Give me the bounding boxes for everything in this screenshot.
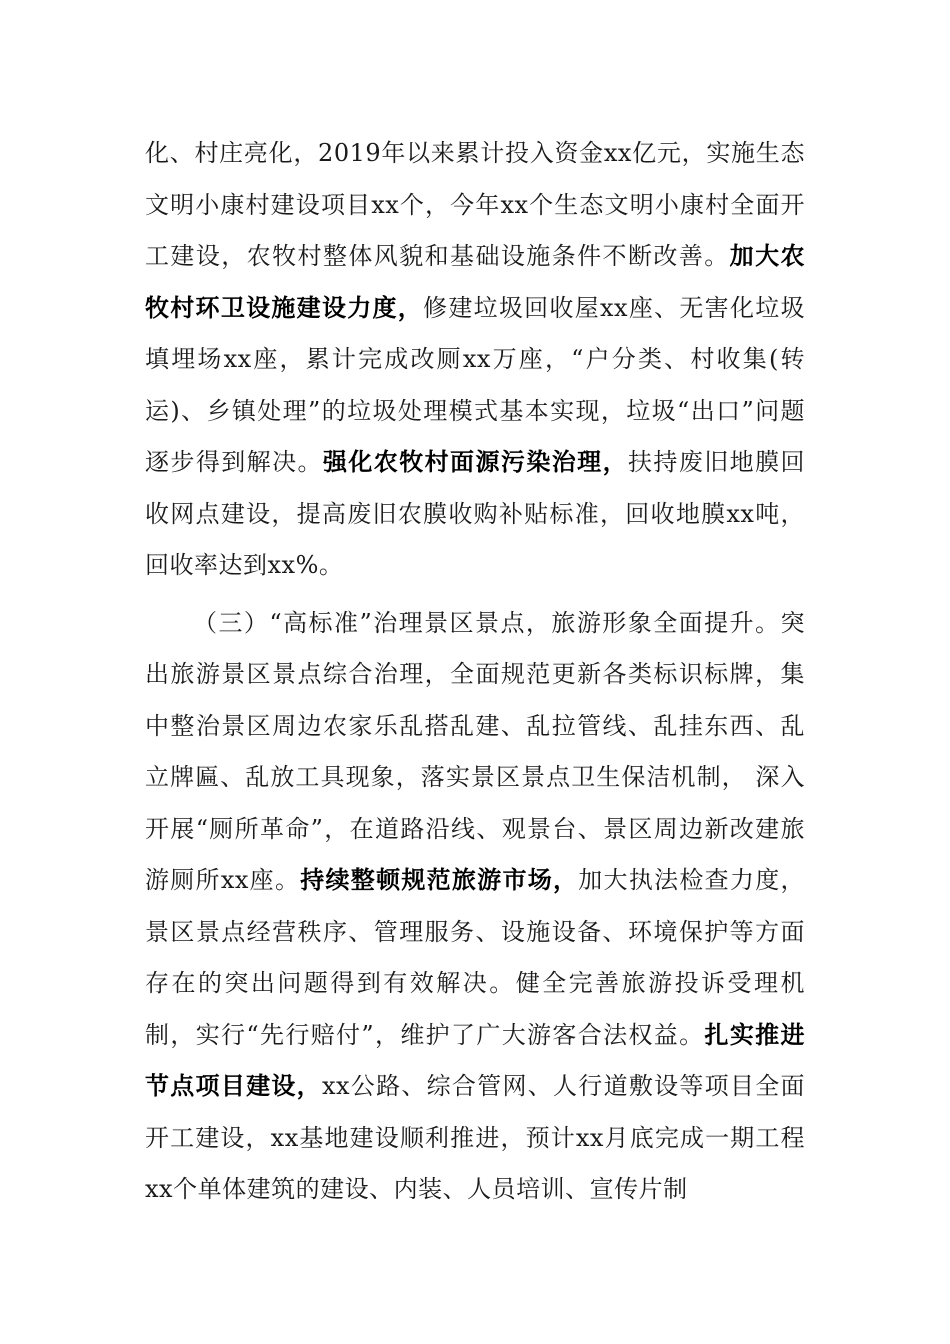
text-segment: 修建垃圾回收屋xx座、无害化垃圾填埋场xx座，累计完成改厕xx万座，“户分类、村收集(转运)、乡镇处理”的垃圾处理模式基本实现，垃圾“出口”问题逐步得到解决。 <box>145 293 805 476</box>
text-segment: （三）“高标准”治理景区景点，旅游形象全面提升。突出旅游景区景点综合治理，全面规范更新各类标识标牌，集中整治景区周边农家乐乱搭乱建、乱拉管线、乱挂东西、乱立牌匾、乱放工具现象，落实景区景点卫生保洁机制， 深入开展“厕所革命”，在道路沿线、观景台、景区周边新改建旅游厕所xx座。 <box>145 608 805 894</box>
bold-heading-sanitation: 加大农牧村环卫设施建设力度， <box>145 242 806 322</box>
text-segment: 扶持废旧地膜回收网点建设，提高废旧农膜收购补贴标准，回收地膜xx吨，回收率达到xx%。 <box>145 448 806 579</box>
text-segment: xx公路、综合管网、人行道敷设等项目全面开工建设，xx基地建设顺利推进，预计xx月底完成一期工程xx个单体建筑的建设、内装、人员培训、宣传片制 <box>145 1072 806 1203</box>
paragraph-tourism <box>145 598 805 1216</box>
text-segment: 化、村庄亮化，2019年以来累计投入资金xx亿元，实施生态文明小康村建设项目xx个，今年xx个生态文明小康村全面开工建设，农牧村整体风貌和基础设施条件不断改善。 <box>145 139 805 270</box>
bold-heading-node-projects: 扎实推进节点项目建设， <box>145 1020 806 1100</box>
paragraph-rural-environment <box>145 128 805 592</box>
text-segment: 加大执法检查力度，景区景点经营秩序、管理服务、设施设备、环境保护等方面存在的突出问题得到有效解决。健全完善旅游投诉受理机制，实行“先行赔付”，维护了广大游客合法权益。 <box>145 866 805 1049</box>
bold-heading-pollution: 强化农牧村面源污染治理， <box>322 448 628 476</box>
document-page <box>145 128 805 1216</box>
bold-heading-tourism-market: 持续整顿规范旅游市场， <box>300 866 579 894</box>
